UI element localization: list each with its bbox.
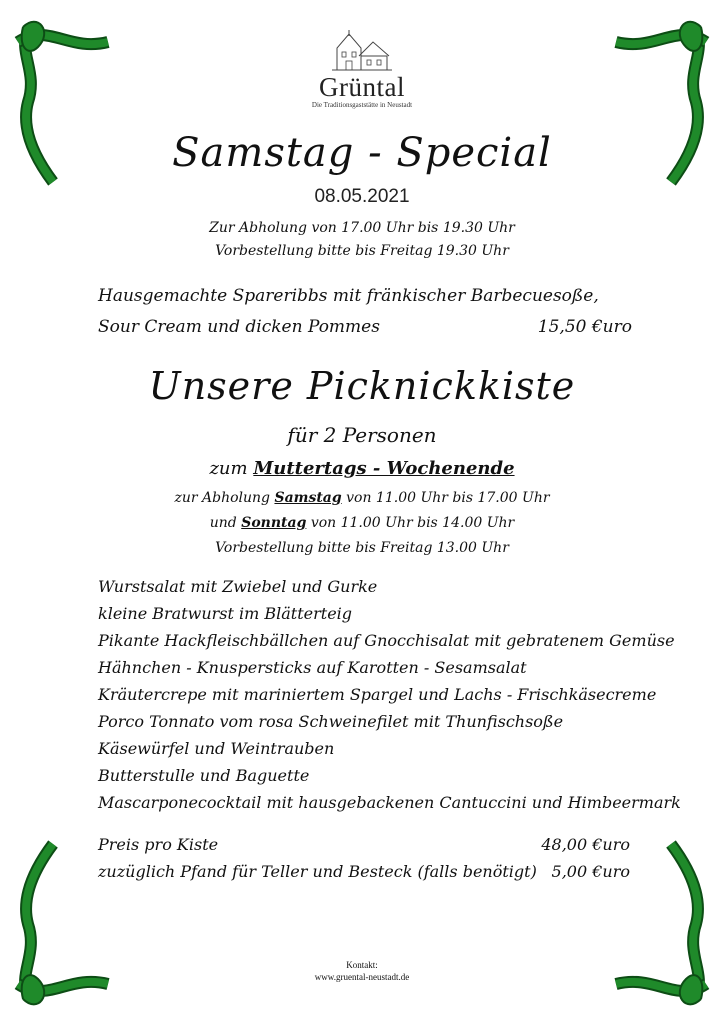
- picnic-occasion: [0, 458, 724, 479]
- special-dish-line-1: Hausgemachte Spareribbs mit fränkischer Barbecuesoße,: [98, 286, 599, 306]
- logo-name: Grüntal: [319, 72, 405, 102]
- deposit-value: 5,00 €uro: [551, 862, 630, 881]
- contact-label: Kontakt:: [346, 960, 378, 970]
- list-item: Käsewürfel und Weintrauben: [98, 739, 335, 758]
- list-item: Pikante Hackfleischbällchen auf Gnocchisalat mit gebratenem Gemüse: [98, 631, 675, 650]
- occasion-prefix: zum: [209, 458, 248, 479]
- list-item: Kräutercrepe mit mariniertem Spargel und Lachs - Frischkäsecreme: [98, 685, 657, 704]
- logo-tagline: Die Traditionsgaststätte in Neustadt: [311, 101, 413, 109]
- contact-url: www.gruental-neustadt.de: [314, 972, 410, 982]
- list-item: Hähnchen - Knuspersticks auf Karotten - Sesamsalat: [98, 658, 527, 677]
- deposit-label: zuzüglich Pfand für Teller und Besteck (falls benötigt): [98, 862, 537, 881]
- picnic-pickup-saturday: [0, 490, 724, 506]
- pickup-sat-day: Samstag: [274, 490, 342, 506]
- list-item: Porco Tonnato vom rosa Schweinefilet mit Thunfischsoße: [98, 712, 564, 731]
- pickup-sun-day: Sonntag: [241, 515, 307, 531]
- special-date: 08.05.2021: [314, 186, 410, 207]
- special-dish-line-2: Sour Cream und dicken Pommes: [98, 317, 380, 337]
- pickup-sat-time: von 11.00 Uhr bis 17.00 Uhr: [346, 490, 550, 506]
- ribbon-bottom-right: [606, 834, 716, 1014]
- ribbon-bottom-left: [8, 834, 118, 1014]
- pickup-sun-prefix: und: [209, 515, 237, 531]
- deposit-row: [98, 862, 630, 881]
- list-item: Wurstsalat mit Zwiebel und Gurke: [98, 577, 378, 596]
- list-item: Mascarponecocktail mit hausgebackenen Cantuccini und Himbeermark: [98, 793, 681, 812]
- pickup-sat-prefix: zur Abholung: [174, 490, 270, 506]
- price-label: Preis pro Kiste: [98, 835, 219, 854]
- list-item: kleine Bratwurst im Blätterteig: [98, 604, 353, 623]
- list-item: Butterstulle und Baguette: [98, 766, 310, 785]
- special-preorder-note: Vorbestellung bitte bis Freitag 19.30 Uhr: [215, 243, 509, 259]
- price-value: 48,00 €uro: [541, 835, 630, 854]
- picnic-title: Unsere Picknickkiste: [148, 364, 576, 408]
- special-dish-price: 15,50 €uro: [537, 317, 632, 337]
- picnic-persons: für 2 Personen: [287, 423, 437, 447]
- price-row: [98, 835, 630, 854]
- picnic-pickup-sunday: [0, 515, 724, 531]
- special-pickup-time: Zur Abholung von 17.00 Uhr bis 19.30 Uhr: [209, 220, 515, 236]
- picnic-preorder-note: Vorbestellung bitte bis Freitag 13.00 Uhr: [215, 540, 509, 556]
- house-logo-icon: [327, 26, 397, 72]
- special-title: Samstag - Special: [172, 130, 552, 176]
- occasion-name: Muttertags - Wochenende: [253, 458, 515, 479]
- pickup-sun-time: von 11.00 Uhr bis 14.00 Uhr: [310, 515, 515, 531]
